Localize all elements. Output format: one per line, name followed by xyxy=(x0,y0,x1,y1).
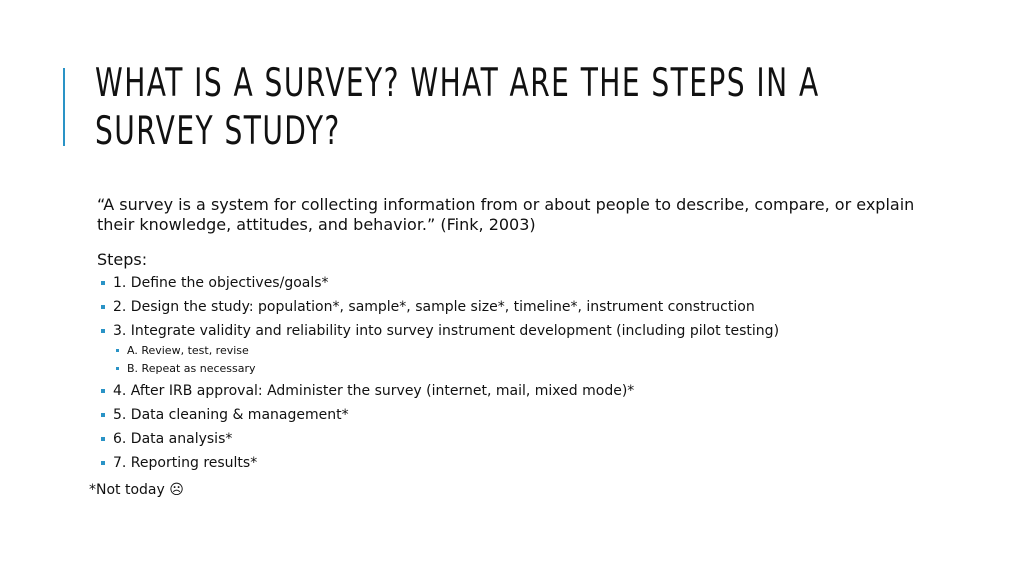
step-text: 2. Design the study: population*, sample*, sample size*, timeline*, instrument construction xyxy=(113,299,755,315)
slide-body xyxy=(97,195,927,478)
title-accent-bar xyxy=(63,68,65,146)
substep-text: B. Repeat as necessary xyxy=(127,362,256,375)
step-text: 7. Reporting results* xyxy=(113,455,258,471)
footnote-not-today: *Not today ☹ xyxy=(89,482,184,498)
bullet-icon xyxy=(101,461,105,465)
step-text: 4. After IRB approval: Administer the survey (internet, mail, mixed mode)* xyxy=(113,383,635,399)
slide-title-line-2: SURVEY STUDY? xyxy=(95,109,341,154)
step-item xyxy=(97,322,927,340)
step-item xyxy=(97,298,927,316)
step-text: 6. Data analysis* xyxy=(113,431,233,447)
slide-title xyxy=(95,60,820,156)
step-text: 3. Integrate validity and reliability into survey instrument development (including pilot testing) xyxy=(113,323,780,339)
bullet-icon xyxy=(101,281,105,285)
step-text: 5. Data cleaning & management* xyxy=(113,407,349,423)
bullet-icon xyxy=(101,437,105,441)
bullet-icon xyxy=(116,367,119,370)
bullet-icon xyxy=(101,305,105,309)
substep-item xyxy=(97,344,927,358)
steps-label: Steps: xyxy=(97,250,148,269)
step-item xyxy=(97,382,927,400)
step-text: 1. Define the objectives/goals* xyxy=(113,275,329,291)
survey-definition-quote: “A survey is a system for collecting information from or about people to describe, compare, or explain their knowledge, attitudes, and behavior.” (Fink, 2003) xyxy=(97,195,915,234)
step-item xyxy=(97,454,927,472)
bullet-icon xyxy=(101,329,105,333)
step-item xyxy=(97,430,927,448)
substep-text: A. Review, test, revise xyxy=(127,344,249,357)
steps-list xyxy=(97,274,927,472)
bullet-icon xyxy=(101,413,105,417)
step-item xyxy=(97,406,927,424)
bullet-icon xyxy=(101,389,105,393)
substep-item xyxy=(97,362,927,376)
bullet-icon xyxy=(116,349,119,352)
slide-title-line-1: WHAT IS A SURVEY? WHAT ARE THE STEPS IN A xyxy=(95,61,820,106)
step-item xyxy=(97,274,927,292)
